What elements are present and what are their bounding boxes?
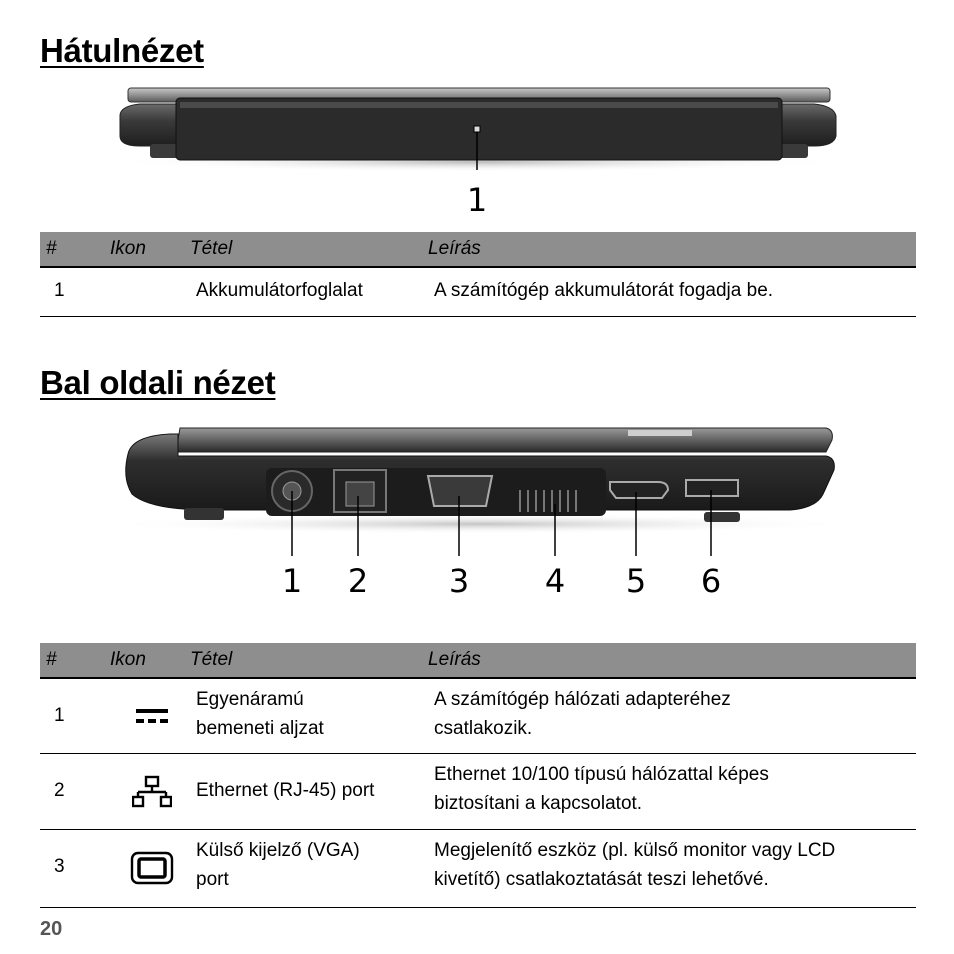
table-row [40, 754, 916, 830]
row-number: 1 [54, 705, 65, 726]
vga-port [428, 476, 492, 506]
ethernet-socket [346, 482, 374, 506]
callout-label-6: 6 [700, 562, 722, 600]
row-item-line2: port [196, 869, 229, 890]
col-item-header: Tétel [190, 649, 233, 670]
rear-components-table [40, 232, 916, 317]
col-desc-header: Leírás [428, 649, 481, 670]
row-item [196, 836, 426, 894]
col-icon-header: Ikon [110, 649, 146, 670]
row-description: A számítógép akkumulátorát fogadja be. [434, 280, 774, 301]
side-lid [176, 428, 832, 452]
left-view-heading: Bal oldali nézet [40, 364, 276, 401]
col-item-header: Tétel [190, 238, 233, 259]
row-number: 3 [54, 856, 65, 877]
row-description [434, 760, 914, 818]
vga-icon [130, 850, 174, 886]
row-item: Ethernet (RJ-45) port [196, 780, 375, 801]
callout-label: 1 [466, 181, 488, 219]
usb-port [686, 480, 738, 496]
left-components-table [40, 643, 916, 908]
row-number: 1 [54, 280, 65, 301]
col-num-header: # [46, 649, 57, 670]
rear-view-illustration [0, 84, 954, 220]
col-desc-header: Leírás [428, 238, 481, 259]
row-desc-line1: Megjelenítő eszköz (pl. külső monitor vagy LCD [434, 840, 836, 861]
ethernet-icon [130, 774, 174, 810]
row-item-line1: Külső kijelző (VGA) [196, 840, 360, 861]
table-row [40, 830, 916, 908]
hdmi-port [610, 482, 668, 498]
row-desc-line2: csatlakozik. [434, 718, 533, 739]
page-number: 20 [40, 918, 63, 940]
callout-label-3: 3 [448, 562, 470, 600]
rear-view-heading: Hátulnézet [40, 32, 204, 69]
table-header [40, 643, 916, 679]
row-item-line1: Egyenáramú [196, 689, 304, 710]
row-description [434, 685, 914, 743]
callout-label-2: 2 [347, 562, 369, 600]
row-desc-line1: A számítógép hálózati adapteréhez [434, 689, 731, 710]
battery-highlight [180, 102, 778, 108]
callout-label-4: 4 [544, 562, 566, 600]
table-row [40, 268, 916, 317]
callout-dot [474, 126, 480, 132]
row-desc-line2: biztosítani a kapcsolatot. [434, 793, 643, 814]
callout-label-5: 5 [625, 562, 647, 600]
row-item [196, 685, 426, 743]
lid-latch [628, 430, 692, 436]
table-header [40, 232, 916, 268]
left-view-illustration [0, 420, 954, 600]
row-desc-line1: Ethernet 10/100 típusú hálózattal képes [434, 764, 769, 785]
side-foot-right [704, 512, 740, 522]
col-icon-header: Ikon [110, 238, 146, 259]
row-number: 2 [54, 780, 65, 801]
dc-in-icon [130, 703, 174, 731]
row-item-line2: bemeneti aljzat [196, 718, 324, 739]
table-row [40, 679, 916, 754]
row-desc-line2: kivetítő) csatlakoztatását teszi lehetővé. [434, 869, 769, 890]
callout-label-1: 1 [281, 562, 303, 600]
row-item: Akkumulátorfoglalat [196, 280, 363, 301]
row-description [434, 836, 914, 894]
col-num-header: # [46, 238, 57, 259]
side-foot-left [184, 508, 224, 520]
